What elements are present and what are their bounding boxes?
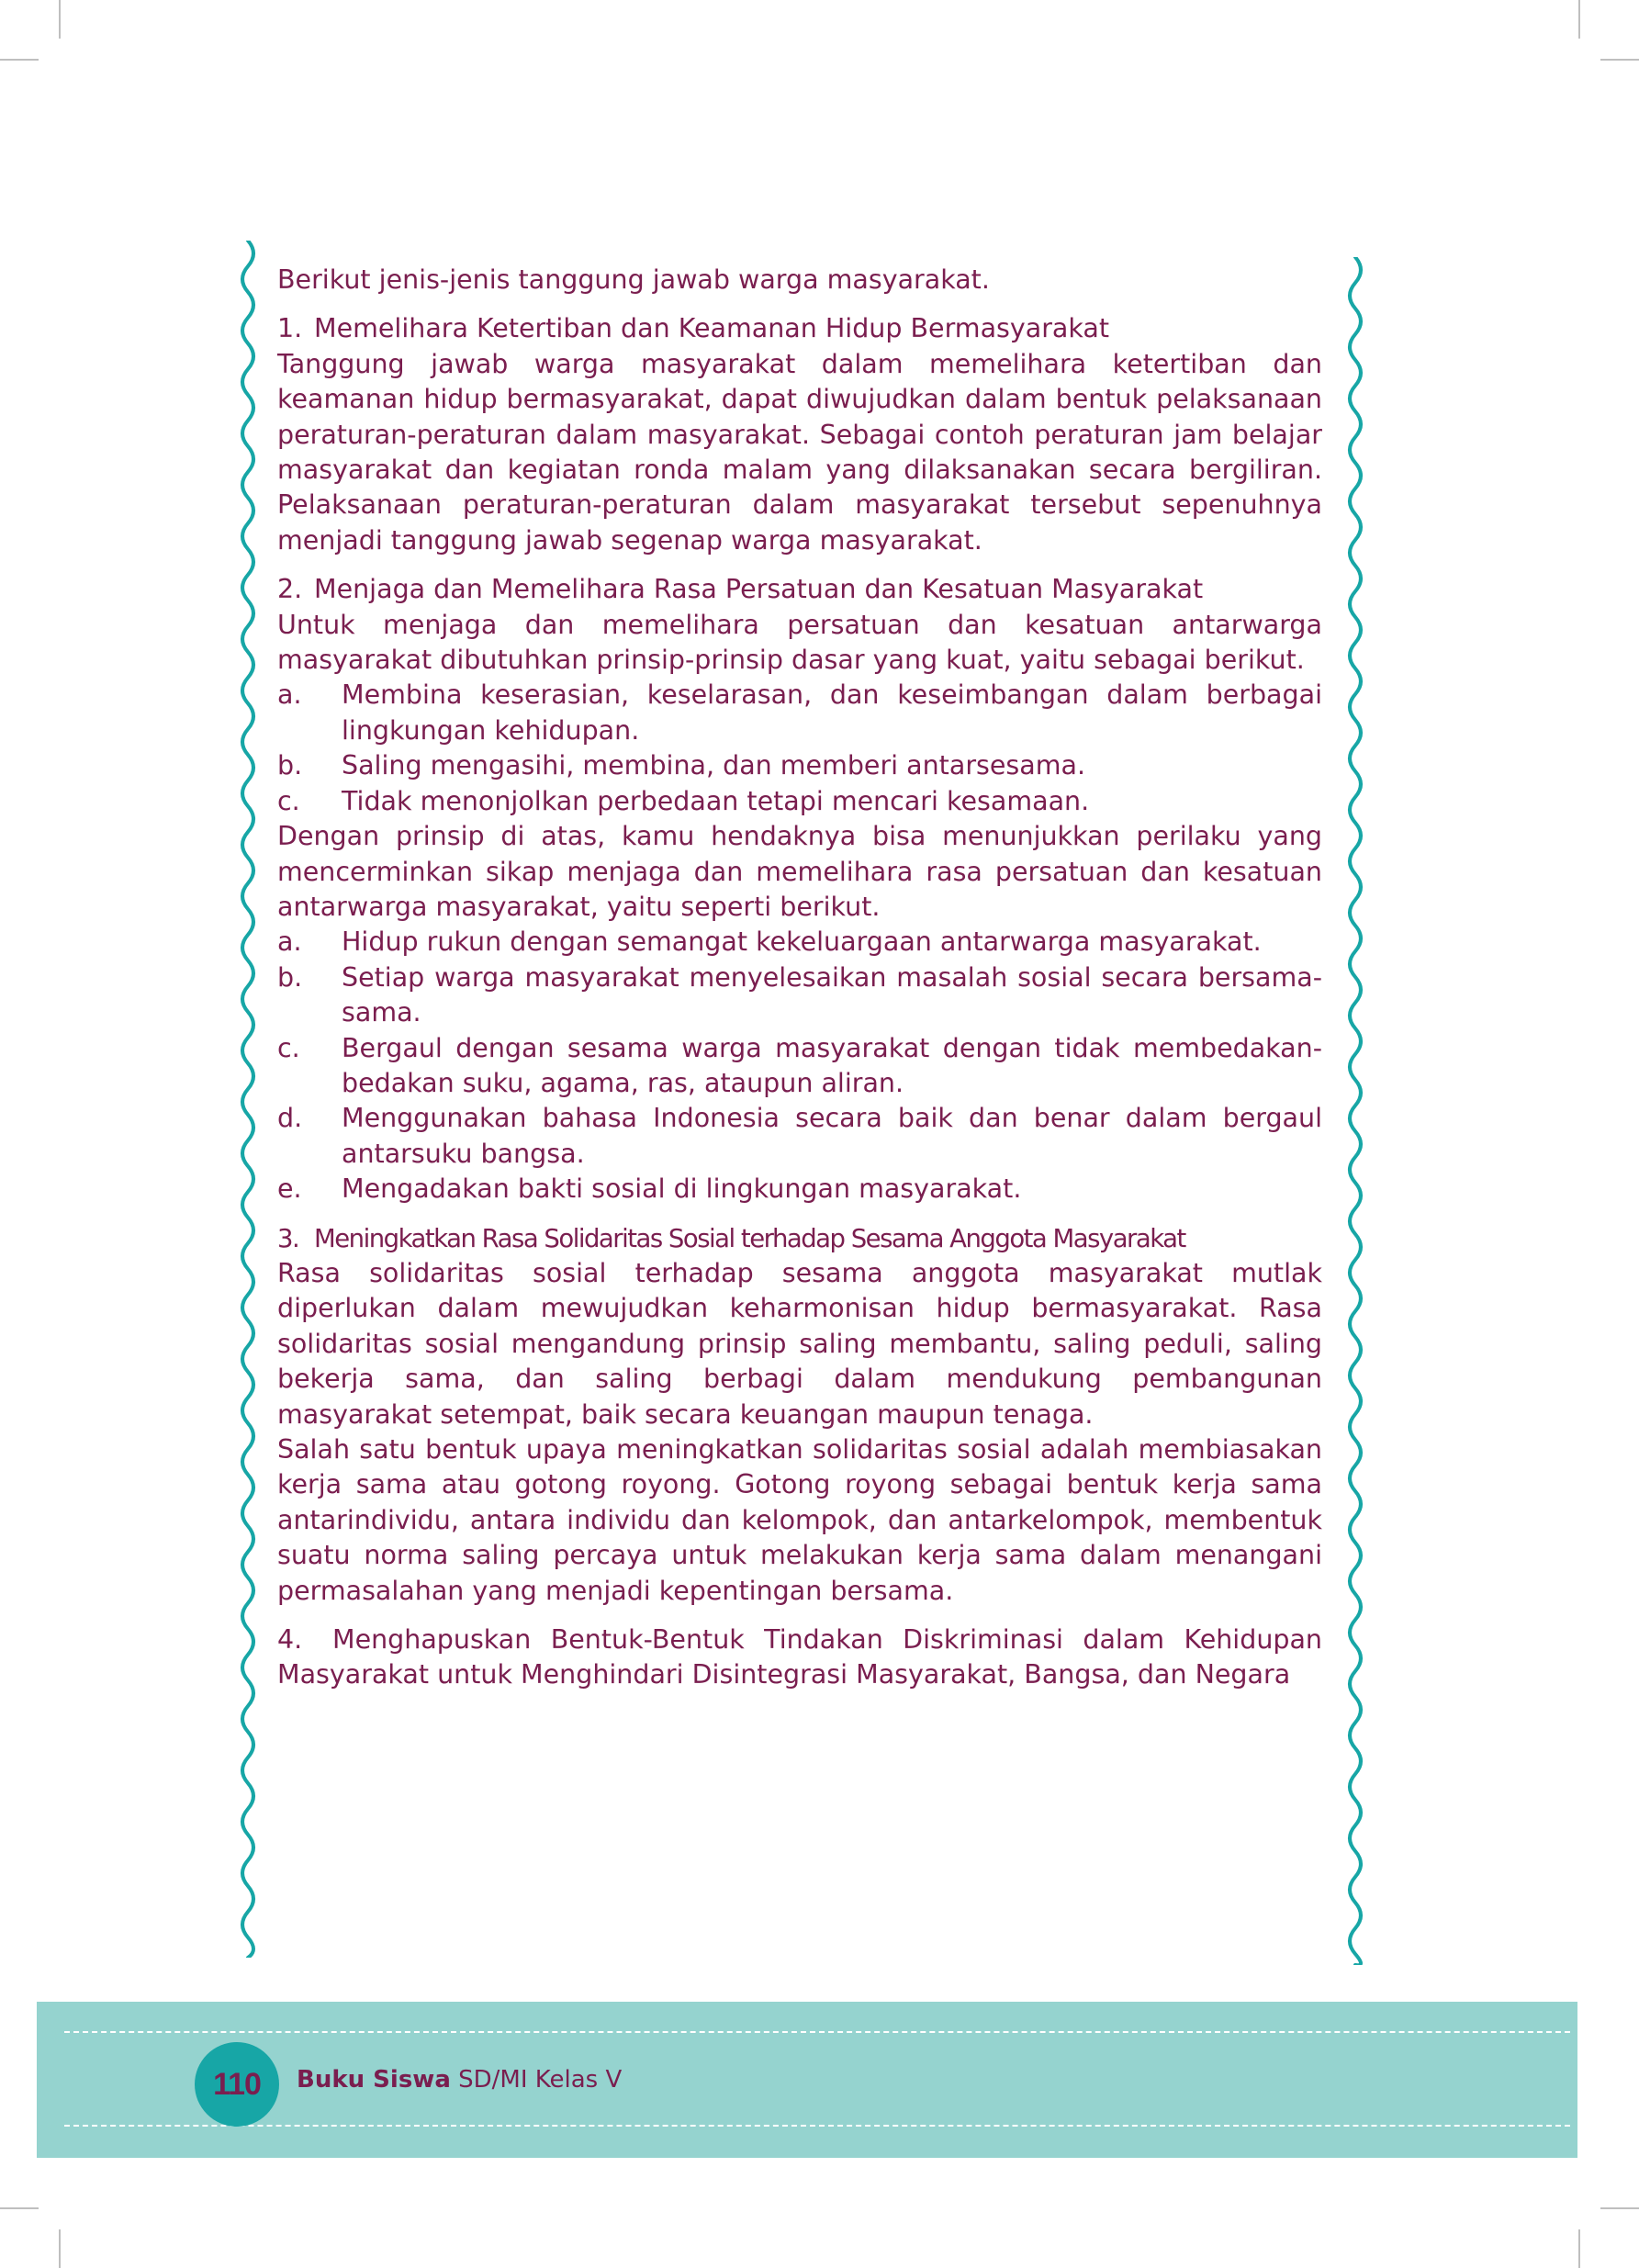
left-wavy-border [231, 241, 268, 1958]
footer-dashed-line-top [64, 2031, 1570, 2033]
book-title-bold: Buku Siswa [297, 2066, 451, 2094]
list-label: b. [277, 750, 303, 781]
crop-mark [0, 59, 39, 61]
footer-band [37, 2002, 1577, 2158]
section-title-text: Memelihara Ketertiban dan Keamanan Hidup Bermasyarakat [314, 313, 1110, 344]
crop-mark [1600, 2207, 1639, 2209]
section-4-title [277, 1622, 1322, 1693]
list-item [277, 1031, 1322, 1102]
list-text: Membina keserasian, keselarasan, dan keseimbangan dalam berbagai lingkungan kehidupan. [342, 679, 1322, 746]
section-3-title [277, 1221, 1322, 1256]
principles-list [277, 678, 1322, 819]
list-item [277, 925, 1322, 960]
section-title-text: Menghapuskan Bentuk-Bentuk Tindakan Diskriminasi dalam Kehidupan Masyarakat untuk Menghindari Disintegrasi Masyarakat, Bangsa, dan Negara [277, 1624, 1322, 1690]
list-item [277, 1172, 1322, 1207]
list-item [277, 960, 1322, 1031]
list-label: e. [277, 1173, 302, 1205]
page-number: 110 [195, 2042, 279, 2127]
crop-mark [1578, 2229, 1580, 2268]
book-title-rest: SD/MI Kelas V [450, 2066, 623, 2094]
section-2 [277, 572, 1322, 1207]
footer-dashed-line-bottom [64, 2125, 1570, 2127]
section-2-title [277, 572, 1322, 607]
list-label: c. [277, 785, 300, 816]
list-item [277, 678, 1322, 748]
main-text [277, 263, 1322, 1693]
section-2-body-2: Dengan prinsip di atas, kamu hendaknya bisa menunjukkan perilaku yang mencerminkan sikap menjaga dan memelihara rasa persatuan dan kesatuan antarwarga masyarakat, yaitu seperti berikut. [277, 821, 1322, 922]
behaviors-list [277, 925, 1322, 1207]
section-3 [277, 1221, 1322, 1609]
list-label: c. [277, 1032, 300, 1063]
section-number: 3. [277, 1223, 299, 1253]
right-wavy-border [1337, 257, 1374, 1965]
section-1 [277, 311, 1322, 558]
crop-mark [59, 2229, 61, 2268]
section-2-body: Untuk menjaga dan memelihara persatuan dan kesatuan antarwarga masyarakat dibutuhkan prinsip-prinsip dasar yang kuat, yaitu sebagai berikut. [277, 609, 1322, 676]
list-item [277, 748, 1322, 783]
section-number: 2. [277, 574, 303, 605]
crop-mark [1600, 59, 1639, 61]
list-text: Tidak menonjolkan perbedaan tetapi mencari kesamaan. [342, 785, 1090, 816]
list-text: Mengadakan bakti sosial di lingkungan masyarakat. [342, 1173, 1022, 1205]
list-text: Hidup rukun dengan semangat kekeluargaan antarwarga masyarakat. [342, 926, 1262, 958]
list-item [277, 1101, 1322, 1172]
section-number: 4. [277, 1624, 303, 1656]
section-title-text: Meningkatkan Rasa Solidaritas Sosial terhadap Sesama Anggota Masyarakat [314, 1223, 1185, 1253]
list-text: Setiap warga masyarakat menyelesaikan masalah sosial secara bersama-sama. [342, 961, 1322, 1028]
list-text: Saling mengasihi, membina, dan memberi antarsesama. [342, 750, 1086, 781]
list-label: b. [277, 961, 303, 993]
list-label: a. [277, 679, 302, 711]
list-text: Menggunakan bahasa Indonesia secara baik dan benar dalam bergaul antarsuku bangsa. [342, 1103, 1322, 1169]
crop-mark [59, 0, 61, 39]
section-1-title [277, 311, 1322, 346]
list-text: Bergaul dengan sesama warga masyarakat dengan tidak membedakan-bedakan suku, agama, ras, ataupun aliran. [342, 1032, 1322, 1098]
intro-paragraph: Berikut jenis-jenis tanggung jawab warga masyarakat. [277, 264, 990, 295]
crop-mark [1578, 0, 1580, 39]
crop-mark [0, 2207, 39, 2209]
list-label: d. [277, 1103, 303, 1134]
list-label: a. [277, 926, 302, 958]
list-item [277, 784, 1322, 819]
section-title-text: Menjaga dan Memelihara Rasa Persatuan dan Kesatuan Masyarakat [314, 574, 1204, 605]
section-1-body: Tanggung jawab warga masyarakat dalam memelihara ketertiban dan keamanan hidup bermasyarakat, dapat diwujudkan dalam bentuk pelaksanaan peraturan-peraturan dalam masyarakat. Sebagai contoh peraturan jam belajar masyarakat dan kegiatan ronda malam yang dilaksanakan secara bergiliran. Pelaksanaan peraturan-peraturan dalam masyarakat tersebut sepenuhnya menjadi tanggung jawab segenap warga masyarakat. [277, 348, 1322, 556]
section-4 [277, 1622, 1322, 1693]
section-3-body-2: Salah satu bentuk upaya meningkatkan solidaritas sosial adalah membiasakan kerja sama atau gotong royong. Gotong royong sebagai bentuk kerja sama antarindividu, antara individu dan kelompok, dan antarkelompok, membentuk suatu norma saling percaya untuk melakukan kerja sama dalam menangani permasalahan yang menjadi kepentingan bersama. [277, 1434, 1322, 1606]
section-number: 1. [277, 313, 303, 344]
book-title [297, 2066, 622, 2094]
section-3-body: Rasa solidaritas sosial terhadap sesama anggota masyarakat mutlak diperlukan dalam mewujudkan keharmonisan hidup bermasyarakat. Rasa solidaritas sosial mengandung prinsip saling membantu, saling peduli, saling bekerja sama, dan saling berbagi dalam mendukung pembangunan masyarakat setempat, baik secara keuangan maupun tenaga. [277, 1257, 1322, 1430]
